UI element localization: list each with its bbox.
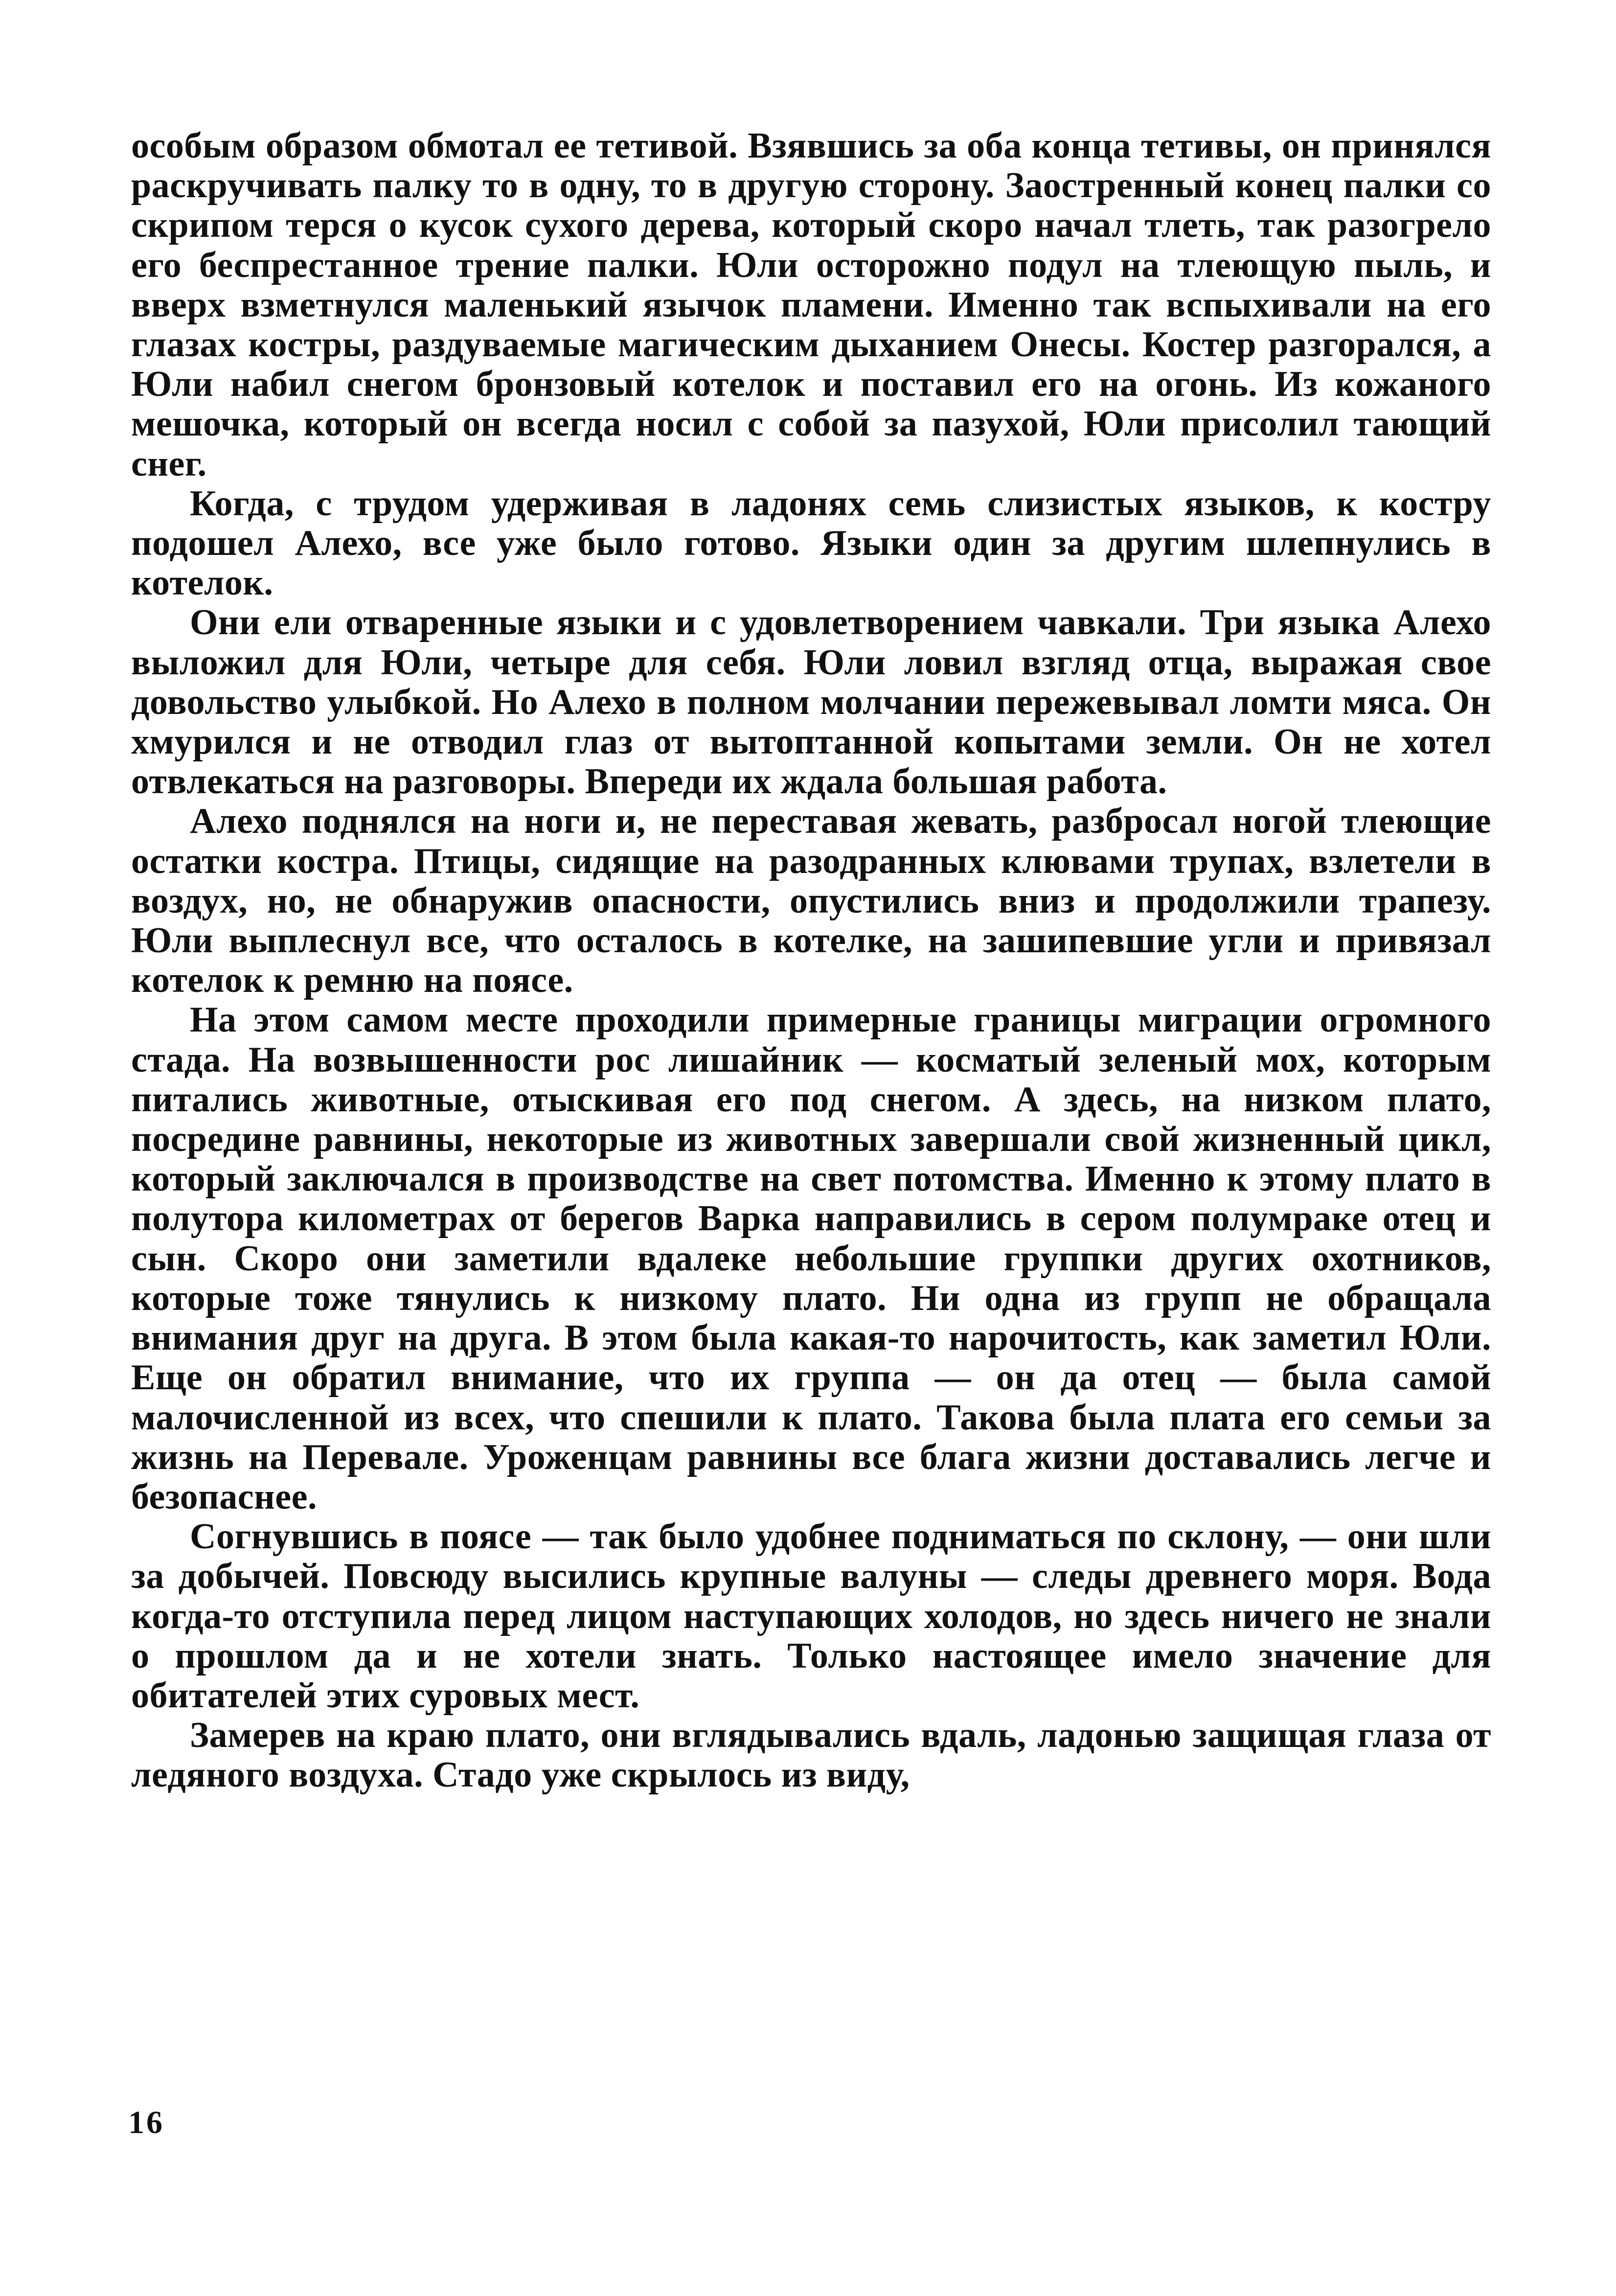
paragraph-6: Согнувшись в поясе — так было удобнее подниматься по склону, — они шли за добычей. Повсюду высились крупные валуны — следы древнего моря. Вода когда-то отступила перед лицом наступающих холодов, но здесь ничего не знали о прошлом да и не хотели знать. Только настоящее имело значение для обитателей этих суровых мест.	[131, 1516, 1491, 1716]
body-text	[131, 126, 1491, 1795]
paragraph-1: особым образом обмотал ее тетивой. Взявшись за оба конца тетивы, он принялся раскручивать палку то в одну, то в другую сторону. Заостренный конец палки со скрипом терся о кусок сухого дерева, который скоро начал тлеть, так разогрело его беспрестанное трение палки. Юли осторожно подул на тлеющую пыль, и вверх взметнулся маленький язычок пламени. Именно так вспыхивали на его глазах костры, раздуваемые магическим дыханием Онесы. Костер разгорался, а Юли набил снегом бронзовый котелок и поставил его на огонь. Из кожаного мешочка, который он всегда носил с собой за пазухой, Юли присолил тающий снег.	[131, 126, 1491, 484]
paragraph-3: Они ели отваренные языки и с удовлетворением чавкали. Три языка Алехо выложил для Юли, четыре для себя. Юли ловил взгляд отца, выражая свое довольство улыбкой. Но Алехо в полном молчании пережевывал ломти мяса. Он хмурился и не отводил глаз от вытоптанной копытами земли. Он не хотел отвлекаться на разговоры. Впереди их ждала большая работа.	[131, 602, 1491, 802]
paragraph-4: Алехо поднялся на ноги и, не переставая жевать, разбросал ногой тлеющие остатки костра. Птицы, сидящие на разодранных клювами трупах, взлетели в воздух, но, не обнаружив опасности, опустились вниз и продолжили трапезу. Юли выплеснул все, что осталось в котелке, на зашипевшие угли и привязал котелок к ремню на поясе.	[131, 801, 1491, 1001]
paragraph-5: На этом самом месте проходили примерные границы миграции огромного стада. На возвышенности рос лишайник — косматый зеленый мох, которым питались животные, отыскивая его под снегом. А здесь, на низком плато, посредине равнины, некоторые из животных завершали свой жизненный цикл, который заключался в производстве на свет потомства. Именно к этому плато в полутора километрах от берегов Варка направились в сером полумраке отец и сын. Скоро они заметили вдалеке небольшие группки других охотников, которые тоже тянулись к низкому плато. Ни одна из групп не обращала внимания друг на друга. В этом была какая-то нарочитость, как заметил Юли. Еще он обратил внимание, что их группа — он да отец — была самой малочисленной из всех, что спешили к плато. Такова была плата его семьи за жизнь на Перевале. Уроженцам равнины все блага жизни доставались легче и безопаснее.	[131, 1000, 1491, 1517]
paragraph-2: Когда, с трудом удерживая в ладонях семь слизистых языков, к костру подошел Алехо, все уже было готово. Языки один за другим шлепнулись в котелок.	[131, 483, 1491, 603]
page-number: 16	[128, 2105, 164, 2140]
paragraph-7: Замерев на краю плато, они вглядывались вдаль, ладонью защищая глаза от ледяного воздуха. Стадо уже скрылось из виду,	[131, 1715, 1491, 1795]
